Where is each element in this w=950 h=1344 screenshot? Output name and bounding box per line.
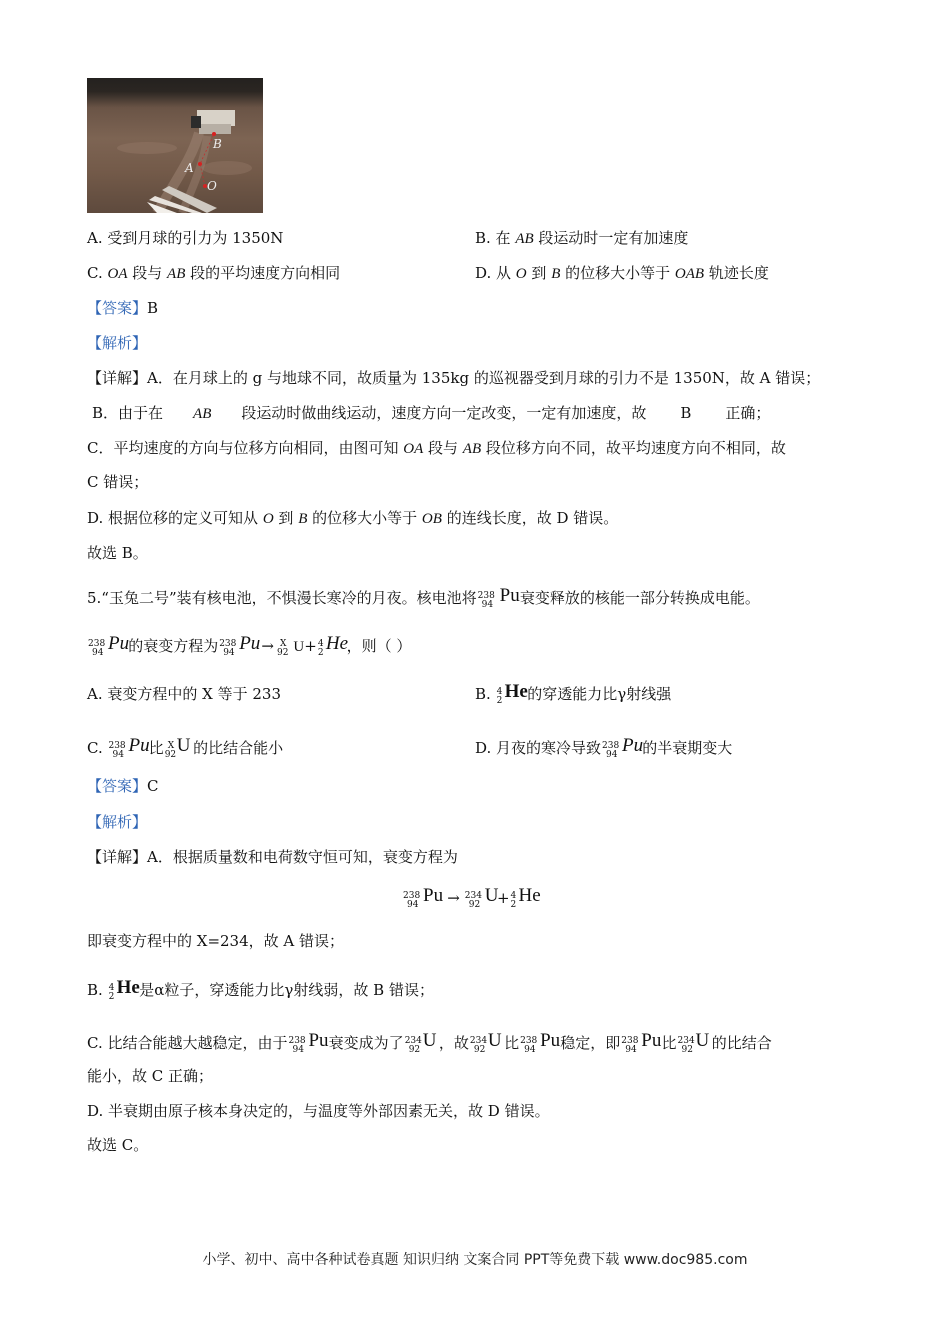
he-atomic: 2 <box>510 900 517 910</box>
point-a-label: A <box>185 161 194 175</box>
pu-mass: 238 <box>602 741 620 751</box>
u-mass: X <box>167 741 175 751</box>
q5-detail-line-6: D. 半衰期由原子核本身决定的，与温度等外部因素无关，故 D 错误。 <box>87 1102 550 1120</box>
pu-atomic: 94 <box>407 900 419 910</box>
he-atomic: 2 <box>317 648 324 658</box>
q4-detail-line-2-pre: B．由于在 <box>92 404 164 422</box>
q4-detail-line-3-post: 段位移方向不同，故平均速度方向不相同，故 <box>481 439 786 457</box>
pu-atomic: 94 <box>524 1045 536 1055</box>
q5-stem-line-2 <box>87 633 412 660</box>
q5-stem-line-1 <box>87 585 760 612</box>
d4-pu-3 <box>621 1030 662 1057</box>
pu-symbol: Pu <box>499 585 520 606</box>
u-atomic: 92 <box>164 750 177 760</box>
eq-arrow: → <box>447 889 460 907</box>
q4-detail-line-2-mid: 段运动时做曲线运动，速度方向一定改变，一定有加速度，故 <box>241 404 647 422</box>
he-4-nuclide-bold <box>496 681 528 708</box>
u-x-nuclide-opt-c <box>164 735 192 762</box>
q4-option-c-seg2: AB <box>167 266 186 282</box>
he-atomic: 2 <box>496 696 503 706</box>
pu-238-nuclide-eq <box>219 633 261 660</box>
he-symbol: He <box>518 885 541 906</box>
pu-atomic: 94 <box>112 750 124 760</box>
q4-detail-line-3-pre: C．平均速度的方向与位移方向相同，由图可知 <box>87 439 404 457</box>
q5-detail-line-1 <box>87 847 458 867</box>
q5-detail-line-5: 能小，故 C 正确； <box>87 1067 214 1085</box>
u-atomic: 92 <box>468 900 481 910</box>
pu-atomic: 94 <box>606 750 618 760</box>
pu-mass: 238 <box>288 1036 306 1046</box>
u-symbol: U <box>487 1030 502 1051</box>
pu-atomic: 94 <box>92 648 104 658</box>
q4-detail-line-5-mid2: 的位移大小等于 <box>307 509 422 527</box>
he-mass: 4 <box>108 983 115 993</box>
pu-mass: 238 <box>520 1036 538 1046</box>
q5-option-b <box>475 681 672 708</box>
q5-detail-line-4-m1: 衰变成为了 <box>328 1034 404 1052</box>
he-mass: 4 <box>496 687 503 697</box>
q5-option-c-mid: 比 <box>148 739 164 757</box>
q5-detail-line-4 <box>87 1030 772 1057</box>
q5-detail-line-7: 故选 C。 <box>87 1136 149 1154</box>
q4-option-c-seg1: OA <box>107 266 128 282</box>
he-4-nuclide-italic <box>317 633 348 660</box>
q5-detail-line-4-m5: 比 <box>661 1034 677 1052</box>
pu-atomic: 94 <box>223 648 235 658</box>
q4-detail-line-2-ab: AB <box>193 406 212 422</box>
d4-u-1 <box>404 1030 438 1057</box>
q4-detail-tag: 【详解】 <box>87 369 148 387</box>
u-symbol: U <box>176 735 191 756</box>
pu-mass: 238 <box>477 591 495 601</box>
q4-option-d-pre: D. 从 <box>475 264 516 282</box>
page-footer: 小学、初中、高中各种试卷真题 知识归纳 文案合同 PPT等免费下载 www.doc985.com <box>202 1252 748 1268</box>
q4-detail-line-5-b: B <box>298 511 308 527</box>
q5-detail-line-3 <box>87 977 434 1004</box>
d4-pu-1 <box>288 1030 329 1057</box>
q4-option-a <box>87 228 283 248</box>
eq-pu-238 <box>403 885 444 912</box>
q4-answer <box>87 298 158 318</box>
he-symbol: He <box>325 633 348 654</box>
pu-238-nuclide-opt-d <box>602 735 644 762</box>
q5-detail-tag: 【详解】 <box>87 848 148 866</box>
u-mass: 234 <box>677 1036 695 1046</box>
plus: + <box>304 637 317 655</box>
pu-symbol: Pu <box>622 735 644 756</box>
q4-detail-line-3-ab: AB <box>462 441 482 457</box>
q4-detail-line-3-oa: OA <box>403 441 424 457</box>
he-mass: 4 <box>317 639 324 649</box>
q4-detail-line-5-o: O <box>262 511 274 527</box>
u-x-nuclide <box>277 640 292 660</box>
q4-option-c-mid: 段与 <box>127 264 168 282</box>
q5-stem-line-1-pre: 5.“玉兔二号”装有核电池，不惧漫长寒冷的月夜。核电池将 <box>87 589 477 607</box>
pu-mass: 238 <box>621 1036 639 1046</box>
pu-mass: 238 <box>219 639 237 649</box>
d4-u-2 <box>469 1030 503 1057</box>
u-mass: 234 <box>469 1036 488 1046</box>
q4-detail-line-5 <box>87 508 618 529</box>
q5-answer-tag: 【答案】 <box>87 777 148 795</box>
q4-detail-line-4: C 错误； <box>87 473 149 491</box>
pu-atomic: 94 <box>292 1045 304 1055</box>
pu-mass: 238 <box>88 639 106 649</box>
q4-detail-line-6: 故选 B。 <box>87 544 148 562</box>
pu-238-nuclide-opt-c <box>108 735 150 762</box>
q4-detail-line-2-b: B <box>680 404 692 422</box>
pu-symbol: Pu <box>540 1030 561 1051</box>
eq-he-4 <box>510 885 541 912</box>
u-atomic: 92 <box>681 1045 693 1055</box>
eq-u-234 <box>464 885 499 912</box>
q5-detail-line-4-post: 的比结合 <box>711 1034 772 1052</box>
q5-option-d-pre: D. 月夜的寒冷导致 <box>475 739 602 757</box>
pu-symbol: Pu <box>641 1030 662 1051</box>
u-symbol: U <box>695 1030 710 1051</box>
rover-photo-drawing <box>87 78 263 213</box>
he-symbol: He <box>504 681 528 702</box>
d4-u-3 <box>677 1030 711 1057</box>
q4-option-c-pre: C. <box>87 264 108 282</box>
q4-option-d-o: O <box>515 266 527 282</box>
q4-detail-line-5-post: 的连线长度，故 D 错误。 <box>441 509 619 527</box>
q5-detail-line-3-pre: B. <box>87 981 108 999</box>
u-atomic: 92 <box>276 648 289 658</box>
he-symbol: He <box>116 977 140 998</box>
q4-option-d-oab: OAB <box>674 266 705 282</box>
q5-stem-line-1-post: 衰变释放的核能一部分转换成电能。 <box>519 589 760 607</box>
u-mass: 234 <box>404 1036 422 1046</box>
q5-detail-line-4-pre: C. 比结合能越大越稳定，由于 <box>87 1034 288 1052</box>
q4-detail-line-3 <box>87 438 786 459</box>
pu-238-nuclide <box>477 585 520 612</box>
q5-option-a: A. 衰变方程中的 X 等于 233 <box>87 685 281 703</box>
q4-option-a-text: A. 受到月球的引力为 1350N <box>87 229 284 247</box>
q5-option-d-post: 的半衰期变大 <box>642 739 733 757</box>
q4-detail-line-3-mid: 段与 <box>423 439 463 457</box>
q4-option-d-b: B <box>551 266 561 282</box>
q4-detail-line-1 <box>87 368 820 388</box>
q4-option-d-mid1: 到 <box>526 264 552 282</box>
he-atomic: 2 <box>108 992 115 1002</box>
pu-mass: 238 <box>403 891 421 901</box>
q4-detail-line-2-post: 正确； <box>725 404 771 422</box>
he-4-nuclide-bold-detail <box>108 977 140 1004</box>
q4-option-d-mid2: 的位移大小等于 <box>560 264 675 282</box>
pu-symbol: Pu <box>239 633 261 654</box>
u-symbol: U <box>293 639 305 655</box>
point-b-label: B <box>213 137 222 151</box>
u-symbol: U <box>484 885 499 906</box>
pu-mass: 238 <box>108 741 126 751</box>
q4-detail-line-1-text: A．在月球上的 g 与地球不同，故质量为 135kg 的巡视器受到月球的引力不是 1350N，故 A 错误； <box>147 369 821 387</box>
arrow: → <box>261 637 274 655</box>
u-mass: 234 <box>464 891 482 901</box>
pu-symbol: Pu <box>108 633 130 654</box>
point-o-label: O <box>207 179 217 193</box>
u-atomic: 92 <box>473 1045 486 1055</box>
q5-stem-line-2-post: ，则（ ） <box>346 637 412 655</box>
eq-plus: + <box>496 889 510 907</box>
pu-atomic: 94 <box>481 600 494 610</box>
u-atomic: 92 <box>408 1045 421 1055</box>
q5-detail-line-4-m2: ，故 <box>438 1034 469 1052</box>
q5-option-c <box>87 735 284 762</box>
pu-atomic: 94 <box>625 1045 637 1055</box>
he-mass: 4 <box>510 891 517 901</box>
q5-option-c-post: 的比结合能小 <box>193 739 284 757</box>
q4-detail-line-2 <box>92 403 770 424</box>
q4-analysis-tag: 【解析】 <box>87 334 148 352</box>
q5-analysis-tag: 【解析】 <box>87 813 148 831</box>
d4-pu-2 <box>520 1030 561 1057</box>
q4-option-b <box>475 228 688 249</box>
q5-option-d <box>475 735 733 762</box>
q4-detail-line-5-pre: D. 根据位移的定义可知从 <box>87 509 263 527</box>
q4-detail-line-5-mid1: 到 <box>273 509 299 527</box>
q4-option-b-post: 段运动时一定有加速度 <box>533 229 689 247</box>
lunar-rover-photo <box>87 78 263 213</box>
u-symbol: U <box>422 1030 437 1051</box>
q5-option-b-pre: B. <box>475 685 496 703</box>
pu-symbol: Pu <box>308 1030 329 1051</box>
q4-option-b-pre: B. 在 <box>475 229 516 247</box>
decay-equation <box>402 885 541 912</box>
q5-answer <box>87 776 159 796</box>
q5-stem-line-2-mid: 的衰变方程为 <box>128 637 219 655</box>
pu-symbol: Pu <box>423 885 444 906</box>
q4-option-c-post: 段的平均速度方向相同 <box>185 264 341 282</box>
q4-option-d-post: 轨迹长度 <box>704 264 769 282</box>
q5-detail-line-1-text: A．根据质量数和电荷数守恒可知，衰变方程为 <box>147 848 458 866</box>
u-mass: X <box>279 639 287 649</box>
q4-detail-line-5-ob: OB <box>421 511 442 527</box>
q5-option-b-post: 的穿透能力比γ射线强 <box>527 685 672 703</box>
q4-option-d <box>475 263 769 284</box>
q4-option-b-seg: AB <box>515 231 534 247</box>
q4-answer-value: B <box>147 299 159 317</box>
q5-detail-line-4-m4: 稳定，即 <box>560 1034 621 1052</box>
q5-option-c-pre: C. <box>87 739 108 757</box>
pu-symbol: Pu <box>128 735 150 756</box>
pu-238-nuclide-italic <box>88 633 130 660</box>
q5-detail-line-4-m3: 比 <box>504 1034 520 1052</box>
q5-detail-line-3-post: 是α粒子，穿透能力比γ射线弱，故 B 错误； <box>139 981 434 999</box>
q4-answer-tag: 【答案】 <box>87 299 148 317</box>
q5-detail-line-2: 即衰变方程中的 X=234，故 A 错误； <box>87 932 345 950</box>
q5-answer-value: C <box>147 777 159 795</box>
q4-option-c <box>87 263 340 284</box>
